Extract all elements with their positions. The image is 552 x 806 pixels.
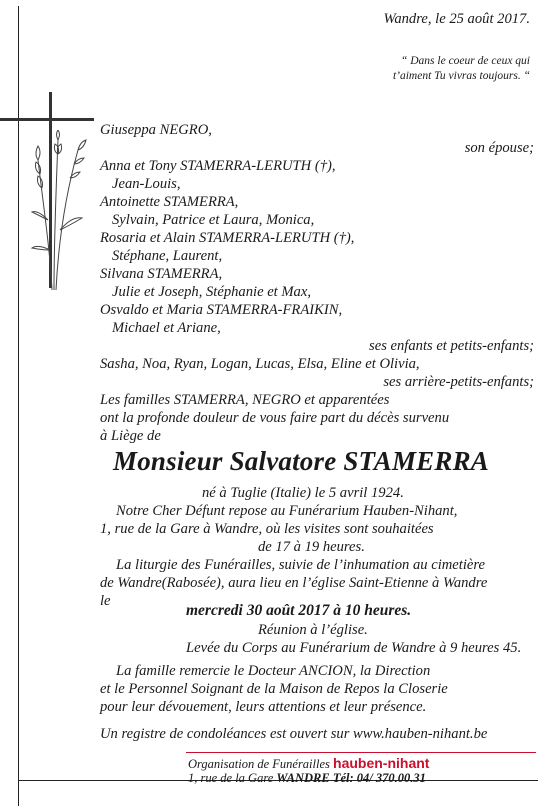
family-line: ses enfants et petits-enfants;	[369, 338, 534, 354]
body-line: La liturgie des Funérailles, suivie de l’inhumation au cimetière	[116, 557, 485, 573]
body-line: et le Personnel Soignant de la Maison de Repos la Closerie	[100, 681, 448, 697]
body-line: Réunion à l’église.	[258, 622, 368, 638]
body-line: Notre Cher Défunt repose au Funérarium Hauben-Nihant,	[116, 503, 458, 519]
quote-line-2: t’aiment Tu vivras toujours. “	[392, 70, 530, 82]
family-line: Julie et Joseph, Stéphanie et Max,	[112, 284, 311, 300]
body-line: Levée du Corps au Funérarium de Wandre à 9 heures 45.	[186, 640, 522, 656]
footer-address	[188, 771, 426, 785]
footer-org	[188, 756, 429, 771]
family-line: ont la profonde douleur de vous faire part du décès survenu	[100, 410, 450, 426]
condolence-line: Un registre de condoléances est ouvert sur www.hauben-nihant.be	[100, 726, 488, 742]
frame-left-border	[18, 6, 19, 806]
ceremony-date: mercredi 30 août 2017 à 10 heures.	[186, 602, 412, 619]
family-line: Giuseppa NEGRO,	[100, 122, 212, 138]
deceased-name: Monsieur Salvatore STAMERRA	[113, 446, 490, 476]
family-line: son épouse;	[464, 140, 534, 156]
quote-line-1: “ Dans le coeur de ceux qui	[400, 55, 530, 67]
family-line: Antoinette STAMERRA,	[100, 194, 239, 210]
body-line: le	[100, 593, 111, 609]
body-line: de 17 à 19 heures.	[258, 539, 365, 555]
footer-address-phone: Tél: 04/ 370.00.31	[332, 771, 426, 785]
family-line: ses arrière-petits-enfants;	[383, 374, 534, 390]
family-line: à Liège de	[100, 428, 161, 444]
footer-org-label: Organisation de Funérailles	[188, 757, 330, 771]
family-line: Silvana STAMERRA,	[100, 266, 223, 282]
family-line: Stéphane, Laurent,	[112, 248, 223, 264]
family-line: Osvaldo et Maria STAMERRA-FRAIKIN,	[100, 302, 343, 318]
wheat-icon	[30, 130, 90, 290]
body-line: La famille remercie le Docteur ANCION, la Direction	[116, 663, 431, 679]
body-line: de Wandre(Rabosée), aura lieu en l’église Saint-Etienne à Wandre	[100, 575, 488, 591]
family-line: Les familles STAMERRA, NEGRO et apparentées	[100, 392, 390, 408]
family-line: Michael et Ariane,	[112, 320, 221, 336]
birth-line: né à Tuglie (Italie) le 5 avril 1924.	[202, 485, 404, 501]
family-line: Sylvain, Patrice et Laura, Monica,	[112, 212, 315, 228]
footer-address-city: WANDRE	[276, 771, 330, 785]
brand-logo: hauben-nihant	[333, 755, 430, 771]
cross-icon-bar	[0, 118, 94, 121]
family-line: Sasha, Noa, Ryan, Logan, Lucas, Elsa, Eline et Olivia,	[100, 356, 420, 372]
date-line: Wandre, le 25 août 2017.	[383, 11, 530, 27]
family-line: Rosaria et Alain STAMERRA-LERUTH (†),	[100, 230, 355, 246]
family-line: Jean-Louis,	[112, 176, 181, 192]
footer-divider	[186, 752, 536, 753]
body-line: 1, rue de la Gare à Wandre, où les visites sont souhaitées	[100, 521, 434, 537]
family-line: Anna et Tony STAMERRA-LERUTH (†),	[100, 158, 336, 174]
footer-address-street: 1, rue de la Gare	[188, 771, 274, 785]
body-line: pour leur dévouement, leurs attentions et leur présence.	[100, 699, 427, 715]
